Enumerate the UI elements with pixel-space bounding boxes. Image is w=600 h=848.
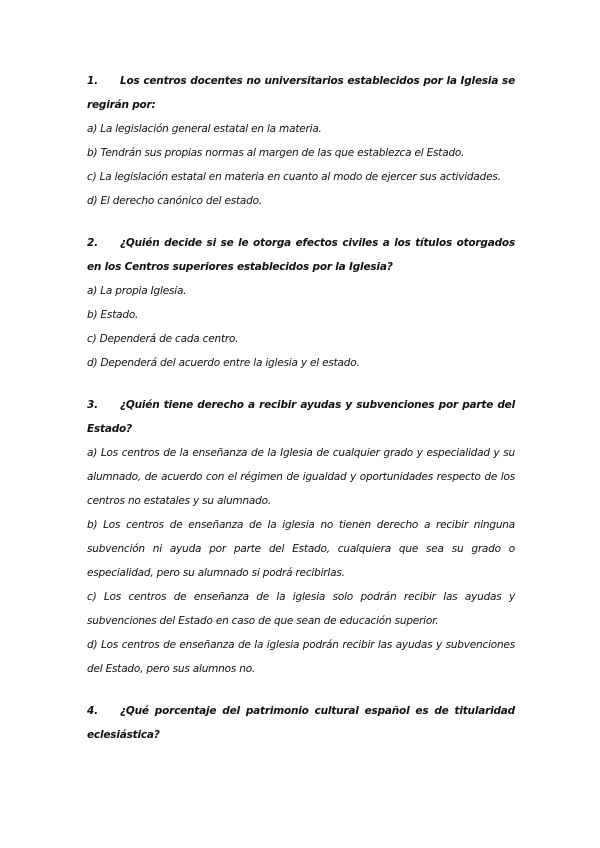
question-3 (87, 393, 515, 681)
question-number: 3. (87, 399, 98, 411)
answer-option-a: a) La legislación general estatal en la materia. (87, 123, 322, 135)
answer-option-b: b) Estado. (87, 309, 139, 321)
answer-option-b: b) Tendrán sus propias normas al margen de las que establezca el Estado. (87, 147, 465, 159)
question-heading (87, 699, 515, 747)
answer-option-b: b) Los centros de enseñanza de la iglesia no tienen derecho a recibir ninguna subvención ni ayuda por parte del Estado, cualquiera que sea su grado o especialidad, pero su alumnado si podrá recibirlas. (87, 519, 515, 579)
question-text: ¿Quién tiene derecho a recibir ayudas y subvenciones por parte del Estado? (87, 399, 515, 435)
question-4 (87, 699, 515, 747)
answer-option-d: d) El derecho canónico del estado. (87, 195, 262, 207)
answer-option-c: c) La legislación estatal en materia en cuanto al modo de ejercer sus actividades. (87, 171, 501, 183)
answer-option-c: c) Dependerá de cada centro. (87, 333, 239, 345)
questions-list (87, 69, 515, 765)
question-heading (87, 69, 515, 117)
question-number: 4. (87, 705, 98, 717)
answer-option-c: c) Los centros de enseñanza de la iglesia solo podrán recibir las ayudas y subvenciones del Estado en caso de que sean de educación superior. (87, 591, 515, 627)
question-text: ¿Qué porcentaje del patrimonio cultural español es de titularidad eclesiástica? (87, 705, 515, 741)
answer-option-d: d) Los centros de enseñanza de la iglesia podrán recibir las ayudas y subvenciones del Estado, pero sus alumnos no. (87, 639, 515, 675)
question-1 (87, 69, 515, 213)
question-text: Los centros docentes no universitarios establecidos por la Iglesia se regirán por: (87, 75, 515, 111)
answer-option-a: a) La propia Iglesia. (87, 285, 187, 297)
question-2 (87, 231, 515, 375)
question-number: 2. (87, 237, 98, 249)
question-heading (87, 393, 515, 441)
answer-option-a: a) Los centros de la enseñanza de la Iglesia de cualquier grado y especialidad y su alumnado, de acuerdo con el régimen de igualdad y oportunidades respecto de los centros no estatales y su alumnado. (87, 447, 515, 507)
question-text: ¿Quién decide si se le otorga efectos civiles a los títulos otorgados en los Centros superiores establecidos por la Iglesia? (87, 237, 515, 273)
question-number: 1. (87, 75, 98, 87)
answer-option-d: d) Dependerá del acuerdo entre la iglesia y el estado. (87, 357, 360, 369)
question-heading (87, 231, 515, 279)
